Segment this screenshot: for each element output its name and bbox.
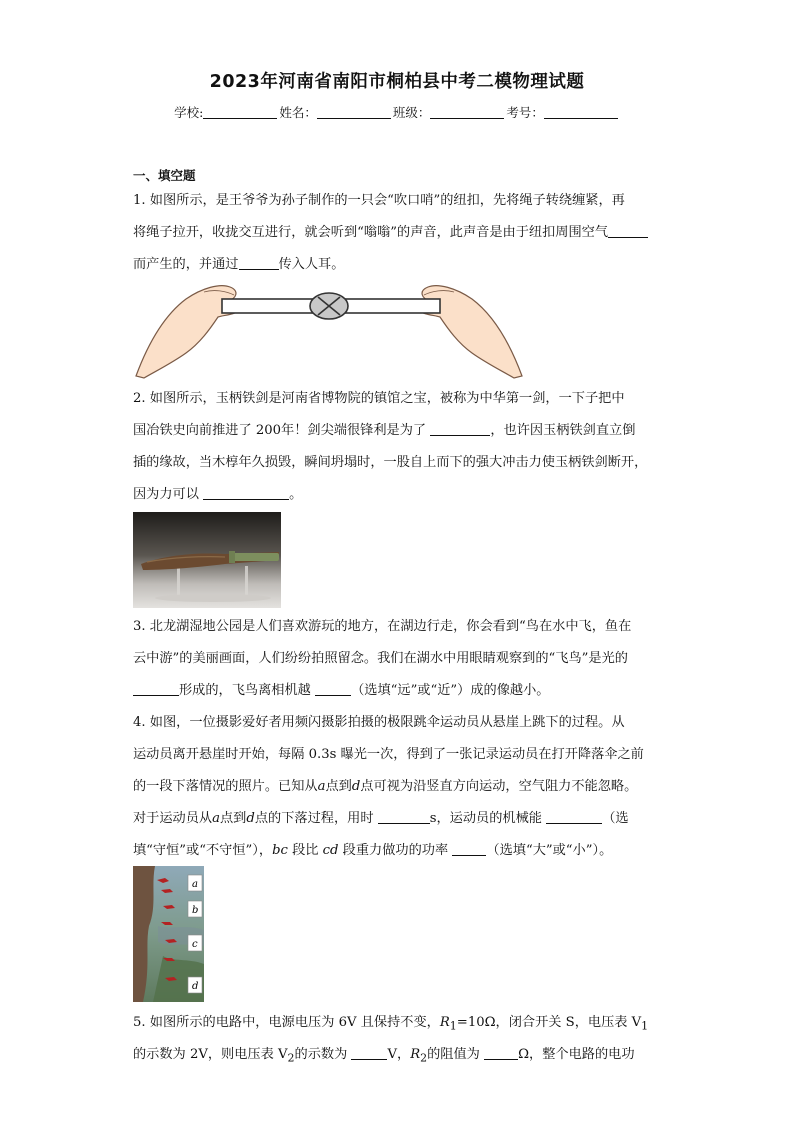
q3-line-2: 云中游”的美丽画面，人们纷纷拍照留念。我们在湖水中用眼睛观察到的“飞鸟”是光的 — [133, 651, 628, 666]
q4-var: bc — [272, 843, 288, 858]
button-whistle-figure — [134, 279, 524, 379]
q5-subscript: 1 — [641, 1019, 649, 1033]
q4-text: 点可视为沿竖直方向运动，空气阻力不能忽略。 — [360, 779, 638, 794]
q4-var: d — [351, 779, 361, 794]
q4-var: cd — [322, 843, 339, 858]
q4-text: s，运动员的机械能 — [429, 811, 542, 826]
q4-var: d — [246, 811, 255, 826]
q2-text: 。 — [289, 487, 303, 502]
school-label: 学校: — [174, 105, 204, 120]
name-label: 姓名： — [279, 105, 317, 120]
q4-line-3 — [133, 777, 637, 797]
label-b: b — [192, 905, 199, 916]
class-label: 班级： — [392, 105, 431, 120]
label-d: d — [192, 981, 199, 992]
q3-text: （选填“远”或“近”）成的像越小。 — [351, 683, 550, 698]
q1-blank-2[interactable] — [239, 256, 279, 270]
q2-line-2 — [133, 421, 635, 441]
q2-line-1: 2. 如图所示，玉柄铁剑是河南省博物院的镇馆之宝，被称为中华第一剑，一下子把中 — [133, 391, 625, 406]
q5-text: 的示数为 — [294, 1047, 348, 1062]
q4-var: a — [212, 811, 220, 826]
q5-subscript: 1 — [449, 1019, 457, 1033]
q4-line-4 — [133, 809, 629, 829]
q4-line-5 — [133, 841, 612, 861]
q5-text: 的阻值为 — [427, 1047, 480, 1062]
label-c: c — [192, 939, 198, 950]
q4-text: 段重力做功的功率 — [338, 843, 449, 858]
q2-blank-1[interactable] — [430, 422, 490, 436]
q5-blank-1[interactable] — [351, 1046, 387, 1060]
skydiver-strobe-photo — [133, 866, 204, 1002]
iron-sword-photo — [133, 512, 281, 608]
school-blank[interactable] — [203, 106, 277, 119]
q3-text: 形成的，飞鸟离相机越 — [179, 683, 311, 698]
q5-subscript: 2 — [420, 1051, 428, 1065]
q4-line-1: 4. 如图，一位摄影爱好者用频闪摄影拍摄的极限跳伞运动员从悬崖上跳下的过程。从 — [133, 715, 625, 730]
q5-line-2 — [133, 1045, 635, 1069]
q4-blank-1[interactable] — [378, 810, 430, 824]
q5-line-1 — [133, 1013, 648, 1037]
q2-text: 因为力可以 — [133, 487, 199, 502]
q2-line-3: 插的缘故，当木椁年久损毁，瞬间坍塌时，一股自上而下的强大冲击力使玉柄铁剑断开， — [133, 455, 648, 470]
q5-text: 的示数为 2V，则电压表 V — [133, 1047, 288, 1062]
student-info-line — [0, 103, 794, 121]
q2-text: ，也许因玉柄铁剑直立倒 — [490, 423, 636, 438]
button-disc — [310, 293, 348, 319]
q4-var: a — [317, 779, 326, 794]
q4-line-2: 运动员离开悬崖时开始，每隔 0.3s 曝光一次，得到了一张记录运动员在打开降落伞之前 — [133, 747, 644, 762]
label-a: a — [192, 879, 198, 890]
q2-text: 国冶铁史向前推进了 200年！剑尖端很锋利是为了 — [133, 423, 427, 438]
number-label: 考号： — [506, 105, 544, 120]
q4-text: 的一段下落情况的照片。已知从 — [133, 779, 318, 794]
q5-var: R — [439, 1015, 450, 1030]
q3-line-3 — [133, 681, 549, 701]
q4-blank-3[interactable] — [452, 842, 486, 856]
class-blank[interactable] — [430, 106, 504, 119]
q3-blank-1[interactable] — [133, 682, 179, 696]
q3-blank-2[interactable] — [315, 682, 351, 696]
q4-text: 点到 — [325, 779, 352, 794]
q4-text: （选 — [602, 811, 629, 826]
q5-text: 5. 如图所示的电路中，电源电压为 6V 且保持不变， — [133, 1015, 440, 1030]
page-title: 2023年河南省南阳市桐柏县中考二模物理试题 — [209, 72, 585, 92]
section-heading: 一、填空题 — [133, 168, 196, 183]
q2-blank-2[interactable] — [203, 486, 289, 500]
q4-text: （选填“大”或“小”）。 — [486, 843, 613, 858]
number-blank[interactable] — [544, 106, 618, 119]
q1-line-2 — [133, 223, 648, 243]
q4-text: 点的下落过程，用时 — [254, 811, 374, 826]
q1-text: 传入人耳。 — [278, 257, 345, 272]
q4-text: 段比 — [287, 843, 323, 858]
q4-text: 点到 — [220, 811, 247, 826]
q5-text: Ω，整个电路的电功 — [518, 1047, 635, 1062]
q1-text: 将绳子拉开，收拢交互进行，就会听到“嗡嗡”的声音，此声音是由于纽扣周围空气 — [133, 225, 609, 240]
q5-var: R — [410, 1047, 421, 1062]
q5-text: V， — [387, 1047, 411, 1062]
q1-line-3 — [133, 255, 344, 275]
q1-line-1: 1. 如图所示，是王爷爷为孙子制作的一只会“吹口哨”的纽扣，先将绳子转绕缠紧，再 — [133, 193, 625, 208]
q5-text: =10Ω，闭合开关 S，电压表 V — [456, 1015, 642, 1030]
q1-blank-1[interactable] — [608, 224, 648, 238]
q4-blank-2[interactable] — [546, 810, 602, 824]
q4-text: 填“守恒”或“不守恒”）， — [133, 843, 273, 858]
q4-text: 对于运动员从 — [133, 811, 213, 826]
q5-subscript: 2 — [287, 1051, 295, 1065]
q1-text: 而产生的，并通过 — [133, 257, 239, 272]
q5-blank-2[interactable] — [484, 1046, 518, 1060]
name-blank[interactable] — [317, 106, 391, 119]
q3-line-1: 3. 北龙湖湿地公园是人们喜欢游玩的地方，在湖边行走，你会看到“鸟在水中飞，鱼在 — [133, 619, 632, 634]
q2-line-4 — [133, 485, 302, 505]
